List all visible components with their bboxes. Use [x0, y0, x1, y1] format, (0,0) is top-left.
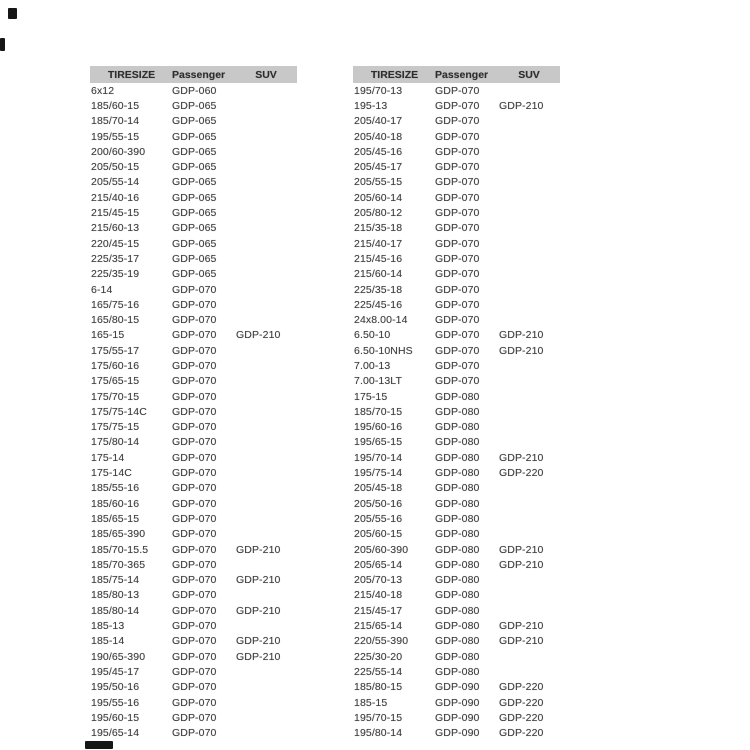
table-row: [90, 328, 297, 343]
tiresize-cell: 215/45-17: [354, 604, 403, 617]
table-row: [353, 159, 560, 174]
tiresize-cell: 195/65-14: [91, 727, 140, 740]
tiresize-cell: 185/60-15: [91, 99, 140, 112]
table-row: [353, 404, 560, 419]
tiresize-cell: 205/55-16: [354, 512, 403, 525]
tiresize-cell: 205/55-14: [91, 176, 140, 189]
passenger-cell: GDP-070: [172, 604, 217, 617]
suv-cell: GDP-210: [236, 650, 281, 663]
table-row: [90, 114, 297, 129]
passenger-cell: GDP-070: [435, 283, 480, 296]
passenger-cell: GDP-070: [172, 405, 217, 418]
table-row: [353, 527, 560, 542]
table-row: [90, 251, 297, 266]
tiresize-cell: 215/45-15: [91, 207, 140, 220]
table-row: [353, 328, 560, 343]
passenger-cell: GDP-065: [172, 176, 217, 189]
table-row: [90, 557, 297, 572]
table-row: [353, 144, 560, 159]
passenger-cell: GDP-070: [435, 145, 480, 158]
table-row: [90, 695, 297, 710]
tiresize-cell: 175/75-14C: [91, 405, 147, 418]
tiresize-cell: 195/45-17: [91, 665, 140, 678]
passenger-cell: GDP-070: [435, 329, 480, 342]
tiresize-cell: 185-15: [354, 696, 388, 709]
table-row: [353, 343, 560, 358]
table-row: [90, 282, 297, 297]
table-row: [90, 481, 297, 496]
passenger-cell: GDP-080: [435, 390, 480, 403]
table-row: [353, 450, 560, 465]
passenger-cell: GDP-080: [435, 528, 480, 541]
column-header-suv: SUV: [255, 68, 277, 81]
tiresize-cell: 195/50-16: [91, 681, 140, 694]
table-row: [353, 603, 560, 618]
passenger-cell: GDP-060: [172, 84, 217, 97]
suv-cell: GDP-210: [499, 451, 544, 464]
tiresize-cell: 195/55-15: [91, 130, 140, 143]
passenger-cell: GDP-070: [435, 176, 480, 189]
table-row: [353, 236, 560, 251]
tiresize-cell: 185/55-16: [91, 482, 140, 495]
passenger-cell: GDP-070: [435, 222, 480, 235]
tiresize-cell: 175/65-15: [91, 375, 140, 388]
column-header-passenger: Passenger: [435, 68, 489, 81]
table-row: [353, 588, 560, 603]
tiresize-cell: 195/60-15: [91, 711, 140, 724]
tiresize-cell: 205/65-14: [354, 558, 403, 571]
table-row: [353, 267, 560, 282]
tiresize-cell: 175-15: [354, 390, 388, 403]
table-row: [353, 114, 560, 129]
table-row: [90, 603, 297, 618]
passenger-cell: GDP-080: [435, 482, 480, 495]
table-row: [90, 573, 297, 588]
tiresize-cell: 195/70-14: [354, 451, 403, 464]
tiresize-cell: 185-14: [91, 635, 125, 648]
tiresize-cell: 185/80-15: [354, 681, 403, 694]
passenger-cell: GDP-070: [172, 681, 217, 694]
passenger-cell: GDP-070: [435, 252, 480, 265]
table-row: [353, 695, 560, 710]
table-row: [90, 588, 297, 603]
passenger-cell: GDP-080: [435, 604, 480, 617]
tiresize-cell: 220/55-390: [354, 635, 409, 648]
tiresize-cell: 185/70-365: [91, 558, 146, 571]
tiresize-cell: 175/55-17: [91, 344, 140, 357]
passenger-cell: GDP-070: [172, 283, 217, 296]
passenger-cell: GDP-070: [172, 665, 217, 678]
tiresize-cell: 175-14: [91, 451, 125, 464]
suv-cell: GDP-210: [236, 543, 281, 556]
suv-cell: GDP-210: [499, 558, 544, 571]
table-row: [90, 221, 297, 236]
passenger-cell: GDP-090: [435, 727, 480, 740]
table-row: [90, 465, 297, 480]
passenger-cell: GDP-080: [435, 574, 480, 587]
column-header-tiresize: TIRESIZE: [107, 68, 156, 81]
tiresize-cell: 185-13: [91, 620, 125, 633]
tiresize-cell: 175-14C: [91, 467, 132, 480]
passenger-cell: GDP-070: [172, 467, 217, 480]
table-row: [353, 465, 560, 480]
table-row: [353, 420, 560, 435]
passenger-cell: GDP-070: [172, 727, 217, 740]
tiresize-cell: 195/75-14: [354, 467, 403, 480]
tiresize-cell: 195/70-15: [354, 711, 403, 724]
passenger-cell: GDP-080: [435, 650, 480, 663]
table-row: [353, 649, 560, 664]
tiresize-cell: 225/55-14: [354, 665, 403, 678]
tiresize-cell: 165-15: [91, 329, 125, 342]
passenger-cell: GDP-070: [435, 359, 480, 372]
tiresize-cell: 205/50-15: [91, 161, 140, 174]
table-row: [353, 312, 560, 327]
passenger-cell: GDP-070: [172, 620, 217, 633]
tiresize-cell: 215/45-16: [354, 252, 403, 265]
table-row: [90, 312, 297, 327]
tiresize-cell: 220/45-15: [91, 237, 140, 250]
tiresize-cell: 205/60-14: [354, 191, 403, 204]
table-row: [353, 374, 560, 389]
table-row: [90, 725, 297, 740]
column-header-tiresize: TIRESIZE: [370, 68, 419, 81]
tiresize-cell: 165/75-16: [91, 298, 140, 311]
table-row: [90, 435, 297, 450]
table-row: [353, 297, 560, 312]
passenger-cell: GDP-070: [435, 375, 480, 388]
table-row: [353, 680, 560, 695]
passenger-cell: GDP-080: [435, 512, 480, 525]
passenger-cell: GDP-070: [172, 543, 217, 556]
tiresize-cell: 185/65-390: [91, 528, 146, 541]
passenger-cell: GDP-070: [435, 191, 480, 204]
passenger-cell: GDP-070: [435, 130, 480, 143]
table-row: [90, 358, 297, 373]
tiresize-cell: 205/45-18: [354, 482, 403, 495]
table-row: [90, 649, 297, 664]
table-row: [353, 282, 560, 297]
passenger-cell: GDP-070: [172, 574, 217, 587]
tiresize-cell: 185/70-15: [354, 405, 403, 418]
tiresize-cell: 175/80-14: [91, 436, 140, 449]
table-body: [353, 83, 560, 741]
passenger-cell: GDP-070: [172, 482, 217, 495]
tiresize-cell: 195/65-15: [354, 436, 403, 449]
passenger-cell: GDP-080: [435, 451, 480, 464]
passenger-cell: GDP-090: [435, 696, 480, 709]
suv-cell: GDP-220: [499, 696, 544, 709]
passenger-cell: GDP-070: [435, 161, 480, 174]
table-row: [353, 205, 560, 220]
scan-artifact: [0, 38, 5, 51]
passenger-cell: GDP-070: [435, 99, 480, 112]
tiresize-cell: 225/35-17: [91, 252, 140, 265]
tiresize-cell: 225/30-20: [354, 650, 403, 663]
table-row: [90, 83, 297, 98]
table-row: [353, 725, 560, 740]
suv-cell: GDP-210: [236, 604, 281, 617]
suv-cell: GDP-210: [499, 543, 544, 556]
tiresize-cell: 190/65-390: [91, 650, 146, 663]
passenger-cell: GDP-065: [172, 130, 217, 143]
passenger-cell: GDP-070: [172, 589, 217, 602]
passenger-cell: GDP-070: [435, 115, 480, 128]
passenger-cell: GDP-080: [435, 405, 480, 418]
tiresize-cell: 205/80-12: [354, 207, 403, 220]
tiresize-cell: 205/70-13: [354, 574, 403, 587]
tiresize-cell: 6.50-10NHS: [354, 344, 413, 357]
scan-artifact: [85, 741, 113, 749]
tiresize-cell: 205/55-15: [354, 176, 403, 189]
table-body: [90, 83, 297, 741]
table-row: [353, 251, 560, 266]
suv-cell: GDP-210: [499, 99, 544, 112]
tiresize-cell: 215/60-14: [354, 268, 403, 281]
passenger-cell: GDP-080: [435, 665, 480, 678]
table-row: [90, 420, 297, 435]
passenger-cell: GDP-080: [435, 497, 480, 510]
tiresize-cell: 6-14: [91, 283, 113, 296]
table-row: [353, 664, 560, 679]
tiresize-cell: 225/35-18: [354, 283, 403, 296]
tiresize-cell: 205/45-17: [354, 161, 403, 174]
tiresize-cell: 215/40-18: [354, 589, 403, 602]
passenger-cell: GDP-070: [172, 436, 217, 449]
tiresize-cell: 185/75-14: [91, 574, 140, 587]
table-row: [353, 83, 560, 98]
table-row: [90, 98, 297, 113]
passenger-cell: GDP-065: [172, 99, 217, 112]
passenger-cell: GDP-065: [172, 161, 217, 174]
table-row: [90, 129, 297, 144]
suv-cell: GDP-220: [499, 711, 544, 724]
tiresize-cell: 215/40-16: [91, 191, 140, 204]
table-row: [353, 389, 560, 404]
tiresize-cell: 195-13: [354, 99, 388, 112]
tiresize-cell: 205/60-15: [354, 528, 403, 541]
tiresize-cell: 185/70-14: [91, 115, 140, 128]
tiresize-cell: 195/55-16: [91, 696, 140, 709]
scan-artifact: [8, 8, 17, 19]
tiresize-cell: 7.00-13LT: [354, 375, 402, 388]
passenger-cell: GDP-065: [172, 145, 217, 158]
table-row: [90, 680, 297, 695]
tiresize-cell: 205/40-18: [354, 130, 403, 143]
passenger-cell: GDP-065: [172, 222, 217, 235]
passenger-cell: GDP-070: [172, 329, 217, 342]
passenger-cell: GDP-065: [172, 207, 217, 220]
table-row: [353, 175, 560, 190]
passenger-cell: GDP-080: [435, 436, 480, 449]
passenger-cell: GDP-070: [172, 558, 217, 571]
passenger-cell: GDP-080: [435, 421, 480, 434]
passenger-cell: GDP-070: [172, 635, 217, 648]
table-row: [90, 175, 297, 190]
table-row: [353, 557, 560, 572]
passenger-cell: GDP-080: [435, 620, 480, 633]
tiresize-cell: 175/60-16: [91, 359, 140, 372]
table-row: [353, 634, 560, 649]
table-row: [353, 618, 560, 633]
table-row: [90, 297, 297, 312]
passenger-cell: GDP-070: [172, 696, 217, 709]
table-row: [353, 710, 560, 725]
passenger-cell: GDP-080: [435, 558, 480, 571]
table-row: [90, 159, 297, 174]
passenger-cell: GDP-070: [435, 84, 480, 97]
passenger-cell: GDP-090: [435, 711, 480, 724]
table-row: [353, 358, 560, 373]
tiresize-cell: 175/70-15: [91, 390, 140, 403]
tiresize-cell: 185/80-14: [91, 604, 140, 617]
table-row: [90, 267, 297, 282]
table-header-row: [90, 66, 297, 83]
table-header-row: [353, 66, 560, 83]
passenger-cell: GDP-070: [172, 344, 217, 357]
tiresize-cell: 185/80-13: [91, 589, 140, 602]
passenger-cell: GDP-080: [435, 589, 480, 602]
table-row: [90, 389, 297, 404]
suv-cell: GDP-210: [236, 329, 281, 342]
suv-cell: GDP-220: [499, 467, 544, 480]
tiresize-cell: 225/35-19: [91, 268, 140, 281]
table-row: [90, 634, 297, 649]
table-row: [90, 496, 297, 511]
passenger-cell: GDP-065: [172, 268, 217, 281]
table-row: [90, 710, 297, 725]
table-row: [90, 343, 297, 358]
tiresize-cell: 24x8.00-14: [354, 314, 408, 327]
table-row: [90, 374, 297, 389]
tiresize-cell: 6.50-10: [354, 329, 391, 342]
passenger-cell: GDP-070: [172, 359, 217, 372]
table-row: [353, 129, 560, 144]
passenger-cell: GDP-070: [435, 268, 480, 281]
table-row: [353, 435, 560, 450]
tiresize-cell: 195/70-13: [354, 84, 403, 97]
tiresize-cell: 205/60-390: [354, 543, 409, 556]
passenger-cell: GDP-070: [172, 390, 217, 403]
column-header-passenger: Passenger: [172, 68, 226, 81]
suv-cell: GDP-210: [499, 329, 544, 342]
tiresize-cell: 185/65-15: [91, 512, 140, 525]
passenger-cell: GDP-065: [172, 252, 217, 265]
table-row: [353, 98, 560, 113]
passenger-cell: GDP-070: [435, 207, 480, 220]
table-row: [90, 542, 297, 557]
passenger-cell: GDP-080: [435, 543, 480, 556]
table-row: [353, 573, 560, 588]
tiresize-cell: 6x12: [91, 84, 115, 97]
tiresize-cell: 205/45-16: [354, 145, 403, 158]
column-header-suv: SUV: [518, 68, 540, 81]
table-row: [353, 511, 560, 526]
suv-cell: GDP-210: [236, 574, 281, 587]
passenger-cell: GDP-080: [435, 635, 480, 648]
passenger-cell: GDP-065: [172, 115, 217, 128]
tiresize-cell: 215/65-14: [354, 620, 403, 633]
table-row: [90, 664, 297, 679]
passenger-cell: GDP-070: [172, 451, 217, 464]
tiresize-cell: 195/60-16: [354, 421, 403, 434]
tiresize-cell: 185/70-15.5: [91, 543, 149, 556]
table-row: [90, 527, 297, 542]
table-row: [353, 496, 560, 511]
passenger-cell: GDP-090: [435, 681, 480, 694]
tiresize-cell: 200/60-390: [91, 145, 146, 158]
tiresize-cell: 175/75-15: [91, 421, 140, 434]
tiresize-cell: 225/45-16: [354, 298, 403, 311]
passenger-cell: GDP-070: [435, 237, 480, 250]
tiresize-cell: 165/80-15: [91, 314, 140, 327]
table-row: [90, 450, 297, 465]
passenger-cell: GDP-070: [172, 375, 217, 388]
passenger-cell: GDP-070: [172, 314, 217, 327]
passenger-cell: GDP-065: [172, 191, 217, 204]
tiresize-cell: 215/60-13: [91, 222, 140, 235]
suv-cell: GDP-210: [499, 620, 544, 633]
suv-cell: GDP-210: [236, 635, 281, 648]
tire-size-table-left: [90, 66, 297, 741]
table-row: [90, 618, 297, 633]
table-row: [353, 481, 560, 496]
tiresize-cell: 215/40-17: [354, 237, 403, 250]
table-row: [90, 236, 297, 251]
table-row: [90, 144, 297, 159]
table-row: [353, 542, 560, 557]
passenger-cell: GDP-070: [172, 298, 217, 311]
tiresize-cell: 195/80-14: [354, 727, 403, 740]
passenger-cell: GDP-065: [172, 237, 217, 250]
tiresize-cell: 7.00-13: [354, 359, 391, 372]
passenger-cell: GDP-070: [172, 421, 217, 434]
table-row: [90, 205, 297, 220]
table-row: [353, 190, 560, 205]
tiresize-cell: 185/60-16: [91, 497, 140, 510]
suv-cell: GDP-220: [499, 727, 544, 740]
passenger-cell: GDP-070: [172, 711, 217, 724]
tire-size-table-right: [353, 66, 560, 741]
tiresize-cell: 205/40-17: [354, 115, 403, 128]
passenger-cell: GDP-070: [435, 298, 480, 311]
passenger-cell: GDP-080: [435, 467, 480, 480]
passenger-cell: GDP-070: [172, 650, 217, 663]
table-row: [353, 221, 560, 236]
tiresize-cell: 205/50-16: [354, 497, 403, 510]
suv-cell: GDP-220: [499, 681, 544, 694]
passenger-cell: GDP-070: [435, 314, 480, 327]
tiresize-cell: 215/35-18: [354, 222, 403, 235]
suv-cell: GDP-210: [499, 635, 544, 648]
table-row: [90, 190, 297, 205]
passenger-cell: GDP-070: [172, 497, 217, 510]
table-row: [90, 404, 297, 419]
passenger-cell: GDP-070: [172, 528, 217, 541]
table-row: [90, 511, 297, 526]
passenger-cell: GDP-070: [172, 512, 217, 525]
passenger-cell: GDP-070: [435, 344, 480, 357]
suv-cell: GDP-210: [499, 344, 544, 357]
